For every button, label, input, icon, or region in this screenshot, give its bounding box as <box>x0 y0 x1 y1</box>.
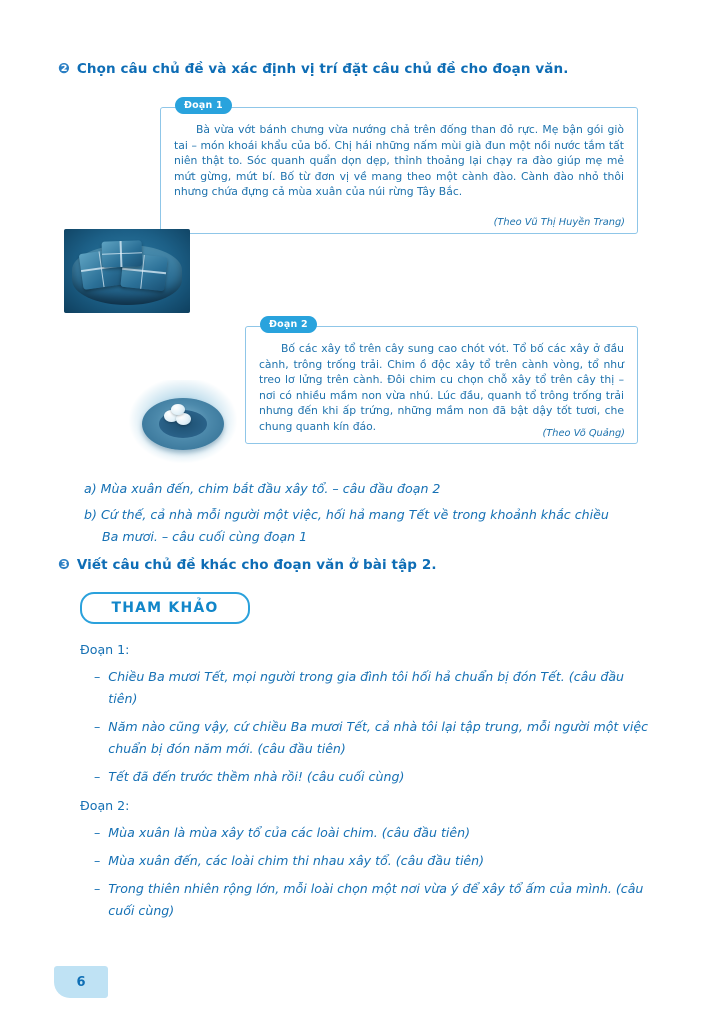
exercise-2-number: ❷ <box>58 61 70 77</box>
exercise-3-title: Viết câu chủ đề khác cho đoạn văn ở bài tập 2. <box>76 557 437 573</box>
list-dash: – <box>94 825 101 840</box>
egg-shape <box>171 404 185 415</box>
list-item <box>80 878 650 922</box>
passage-label-2: Đoạn 2 <box>260 316 317 333</box>
list-item <box>80 716 650 760</box>
passage-text-2: Bố các xây tổ trên cây sung cao chót vót. Tổ bố các xây ở đầu cành, trông trống trải. Chim ồ độc xây tổ trên cành vòng, tổ như treo lơ lửng trên cành. Đôi chim cu chọn chỗ xây tổ trên cây thị – nơi có nhiều mầm non vừa nhú. Lúc đầu, quanh tổ trông trống trải nhưng đến khi ấp trứng, những mầm non đã bật dậy tốt tươi, che chung quanh kín đáo. <box>259 342 624 433</box>
list-item-text: Năm nào cũng vậy, cứ chiều Ba mươi Tết, cả nhà tôi lại tập trung, mỗi người một việc chuẩn bị đón năm mới. (câu đầu tiên) <box>108 719 649 756</box>
answer-a-marker: a) <box>84 481 97 496</box>
list-item <box>80 822 650 844</box>
answer-a <box>84 478 644 500</box>
reference-list <box>80 632 650 928</box>
page-number <box>54 966 108 998</box>
answer-b-line2 <box>84 526 644 548</box>
passage-source-2: (Theo Võ Quảng) <box>542 428 625 439</box>
exercise-2-answers <box>84 478 644 552</box>
answer-a-sentence: Mùa xuân đến, chim bắt đầu xây tổ. <box>100 481 329 496</box>
list-item <box>80 766 650 788</box>
reference-badge-label: THAM KHẢO <box>111 600 219 616</box>
exercise-2-heading <box>58 60 668 78</box>
list-dash: – <box>94 719 101 734</box>
list-item-text: Chiều Ba mươi Tết, mọi người trong gia đình tôi hối hả chuẩn bị đón Tết. (câu đầu tiên) <box>108 669 625 706</box>
list-dash: – <box>94 669 101 684</box>
passage-text-1: Bà vừa vớt bánh chưng vừa nướng chả trên đống than đỏ rực. Mẹ bận gói giò tai – món khoái khẩu của bố. Chị hái những nấm mùi già đun một nồi nước tắm tất niên thật to. Sóc quanh quẩn dọn dẹp, thỉnh thoảng lại chạy ra đào giúp mẹ mẻ mứt gừng, mứt bí. Bố từ đơn vị về mang theo một cành đào. Cành đào nhỏ thôi nhưng chứa đựng cả mùa xuân của núi rừng Tây Bắc. <box>174 123 624 199</box>
answer-b-marker: b) <box>84 507 97 522</box>
passage-box-2 <box>245 318 638 444</box>
reference-group-title-1: Đoạn 1: <box>80 642 130 657</box>
answer-b-sentence-cont: Ba mươi. <box>102 529 158 544</box>
answer-b-tail: – câu cuối cùng đoạn 1 <box>161 529 308 544</box>
list-item <box>80 666 650 710</box>
list-item-text: Trong thiên nhiên rộng lớn, mỗi loài chọn một nơi vừa ý để xây tổ ấm của mình. (câu cuối cùng) <box>108 881 644 918</box>
list-item-text: Mùa xuân là mùa xây tổ của các loài chim. (câu đầu tiên) <box>108 825 471 840</box>
reference-group-title-2: Đoạn 2: <box>80 798 130 813</box>
list-dash: – <box>94 853 101 868</box>
answer-b-sentence: Cứ thế, cả nhà mỗi người một việc, hối hả mang Tết về trong khoảnh khắc chiều <box>100 507 609 522</box>
banh-chung-cake <box>102 240 143 267</box>
bird-nest-photo <box>128 380 238 464</box>
page-number-value: 6 <box>76 974 86 990</box>
passage-source-1: (Theo Vũ Thị Huyền Trang) <box>493 217 625 228</box>
answer-a-tail: – câu đầu đoạn 2 <box>332 481 441 496</box>
list-item <box>80 850 650 872</box>
list-item-text: Mùa xuân đến, các loài chim thi nhau xây tổ. (câu đầu tiên) <box>108 853 485 868</box>
exercise-3-heading <box>58 556 658 574</box>
exercise-2-title: Chọn câu chủ đề và xác định vị trí đặt câu chủ đề cho đoạn văn. <box>76 61 569 77</box>
exercise-3-number: ❸ <box>58 557 70 573</box>
answer-b <box>84 504 644 548</box>
banh-chung-photo <box>64 229 190 313</box>
reference-badge <box>80 592 250 624</box>
passage-box-1 <box>160 99 638 234</box>
passage-label-1: Đoạn 1 <box>175 97 232 114</box>
list-item-text: Tết đã đến trước thềm nhà rồi! (câu cuối cùng) <box>108 769 405 784</box>
list-dash: – <box>94 769 101 784</box>
list-dash: – <box>94 881 101 896</box>
